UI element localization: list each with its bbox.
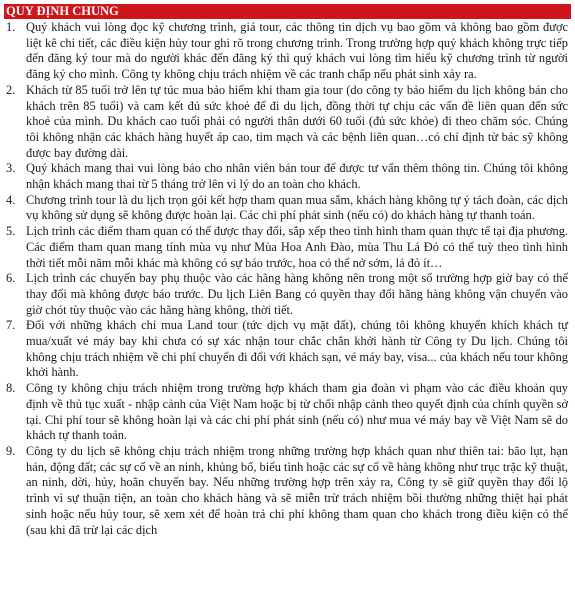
list-item (0, 20, 575, 83)
item-text: Lịch trình các chuyến bay phụ thuộc vào các hãng hàng không nên trong một số trường hợp giờ bay có thể thay đổi mà không được báo trước. Du lịch Liên Bang có quyền thay đổi hãng hàng không vận chuyển vào giờ chót tùy thuộc vào các hãng hàng không, thời tiết. (26, 271, 568, 317)
terms-list (0, 20, 575, 538)
list-item (0, 193, 575, 224)
item-number: 7. (6, 318, 16, 333)
item-text: Quý khách vui lòng đọc kỹ chương trình, giá tour, các thông tin dịch vụ bao gồm và không bao gồm được liệt kê chi tiết, các điều kiện hủy tour ghi rõ trong chương trình. Trong trường hợp quý khách không trực tiếp đến đăng ký tour mà do người khác đến đăng ký thì quý khách vui lòng tìm hiểu kỹ chương trình từ người đăng ký cho mình. Công ty không chịu trách nhiệm về các tranh chấp nếu phát sinh xảy ra. (26, 20, 568, 82)
list-item (0, 224, 575, 271)
item-text: Chương trình tour là du lịch trọn gói kết hợp tham quan mua sắm, khách hàng không tự ý tách đoàn, các dịch vụ không sử dụng sẽ không được hoàn lại. Các chi phí phát sinh (nếu có) do khách hàng tự thanh toán. (26, 192, 568, 223)
item-text: Quý khách mang thai vui lòng báo cho nhân viên bán tour để được tư vấn thêm thông tin. Chúng tôi không nhận khách mang thai từ 5 tháng trở lên vì lý do an toàn cho khách. (26, 161, 568, 192)
list-item (0, 318, 575, 381)
item-number: 3. (6, 161, 16, 176)
list-item (0, 271, 575, 318)
item-number: 9. (6, 443, 16, 458)
item-number: 8. (6, 381, 16, 396)
list-item (0, 161, 575, 192)
item-text: Lịch trình các điểm tham quan có thể được thay đổi, sắp xếp theo tình hình tham quan thực tế tại địa phương. Các điểm tham quan mang tính mùa vụ như Mùa Hoa Anh Đào, mùa Thu Lá Đỏ có thể tuỳ theo tình hình thời tiết mỗi năm mỗi khác mà không có sự báo trước, hoa có thể nở sớm, lá đỏ ít… (26, 224, 568, 270)
item-text: Đối với những khách chỉ mua Land tour (tức dịch vụ mặt đất), chúng tôi không khuyến khích khách tự mua/xuất vé máy bay khi chưa có sự xác nhận tour chắc chắn khởi hành từ Công ty Du lịch. Chúng tôi không chịu trách nhiệm về chi phí chuyển đi đổi với khách sạn, vé máy bay, visa... của khách nếu tour không khởi hành. (26, 318, 568, 380)
item-number: 2. (6, 82, 16, 97)
item-number: 4. (6, 192, 16, 207)
item-text: Công ty du lịch sẽ không chịu trách nhiệm trong những trường hợp khách quan như thiên tai: bão lụt, hạn hán, động đất; các sự cố về an ninh, khủng bố, biểu tình hoặc các sự cố về hàng không như trục trặc kỹ thuật, an ninh, dời, hủy, hoãn chuyến bay. Nếu những trường hợp trên xảy ra, Công ty sẽ giữ quyền thay đổi lộ trình vì sự thuận tiện, an toàn cho khách hàng và sẽ miễn trừ trách nhiệm bồi thường những thiệt hại phát sinh hoặc nếu hủy tour, sẽ xem xét để hoàn trả chi phí không tham quan cho khách trong điều kiện có thể (sau khi đã trừ lại các dịch (26, 443, 568, 537)
item-text: Công ty không chịu trách nhiệm trong trường hợp khách tham gia đoàn vi phạm vào các điều khoản quy định về thủ tục xuất - nhập cảnh của Việt Nam hoặc bị từ chối nhập cảnh theo quyết định của chính quyền sở tại. Chi phí tour sẽ không hoàn lại và các chi phí phát sinh (nếu có) như mua vé máy bay về Việt Nam sẽ do khách tự thanh toán. (26, 381, 568, 443)
item-number: 5. (6, 224, 16, 239)
item-number: 1. (6, 20, 16, 34)
item-number: 6. (6, 271, 16, 286)
list-item (0, 444, 575, 538)
section-title: QUY ĐỊNH CHUNG (4, 4, 571, 19)
list-item (0, 83, 575, 162)
item-text: Khách từ 85 tuổi trở lên tự túc mua bảo hiểm khi tham gia tour (do công ty bảo hiểm du lịch không bán cho khách trên 85 tuổi) và cam kết đủ sức khoẻ để đi du lịch, đồng thời tự chịu các vấn đề liên quan đến sức khoẻ của mình. Du khách cao tuổi phải có người thân dưới 60 tuổi (đủ sức khỏe) đi theo chăm sóc. Chúng tôi không nhận các khách hàng huyết áp cao, tim mạch và các bệnh liên quan…có chỉ định từ bác sỹ không được bay đường dài. (26, 82, 568, 160)
list-item (0, 381, 575, 444)
